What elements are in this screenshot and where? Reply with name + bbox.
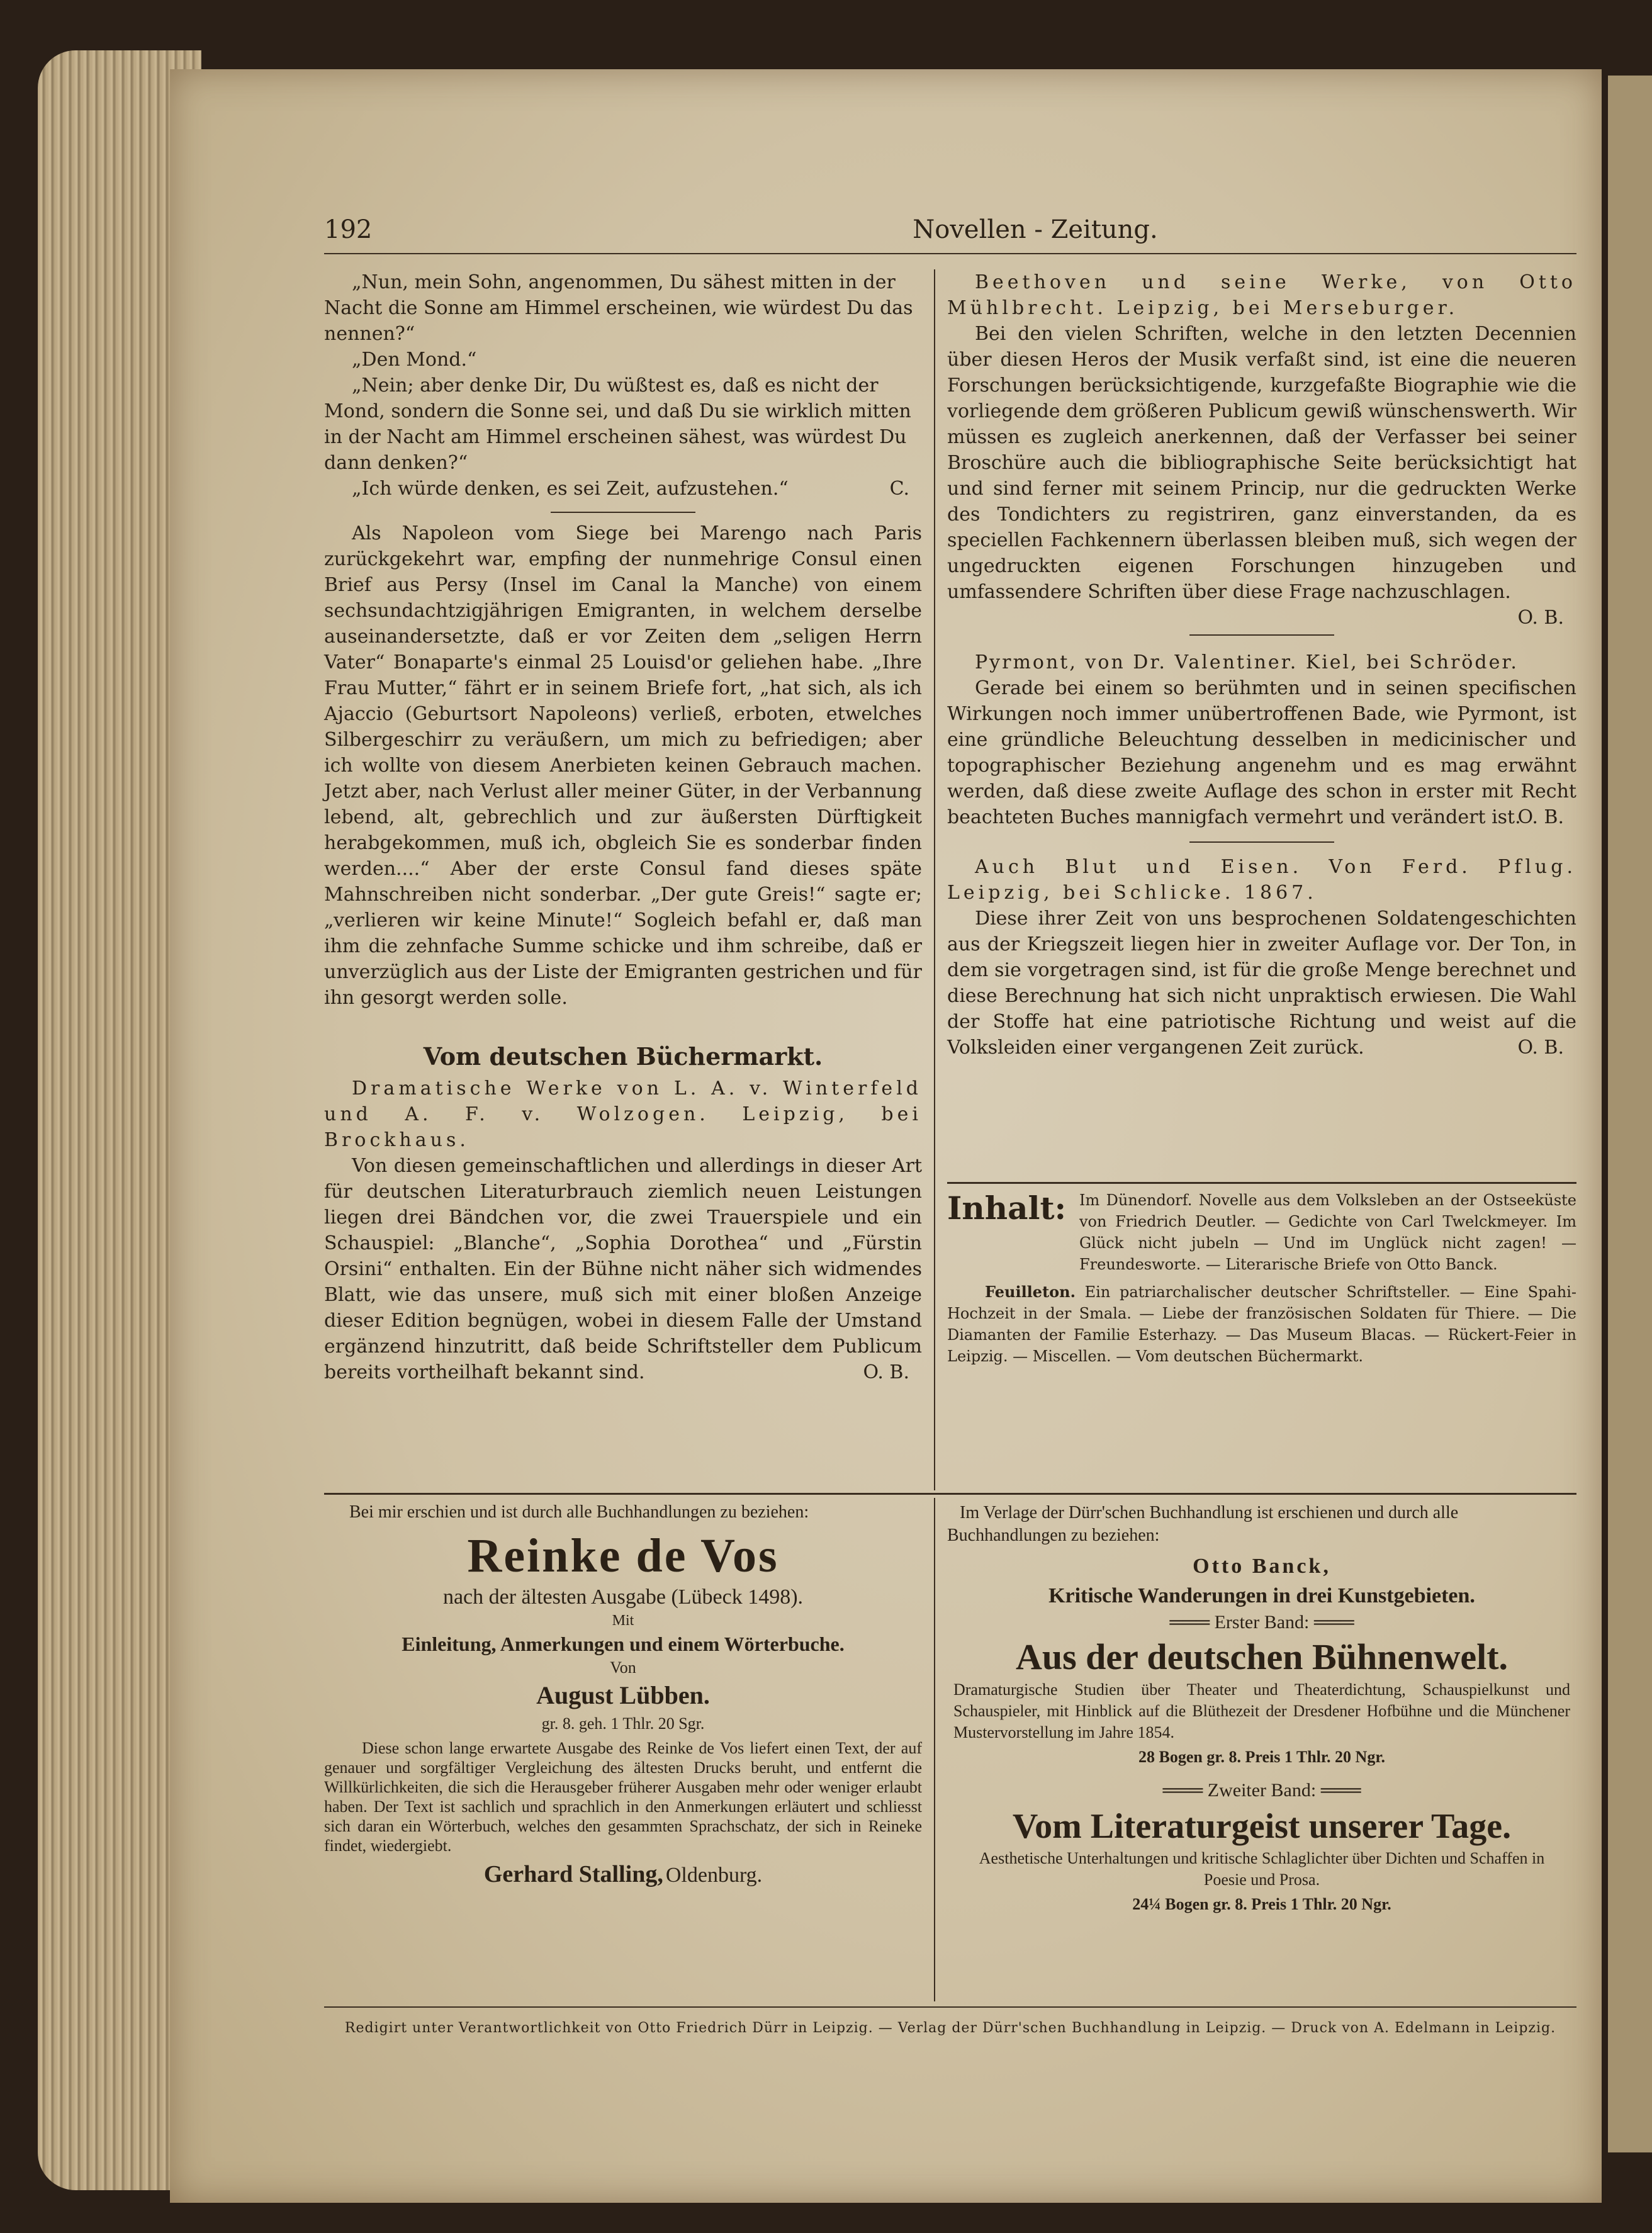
ad-right-vol1-desc: Dramaturgische Studien über Theater und Theaterdichtung, Schauspielkunst und Schauspieler, mit Hinblick auf die Blüthezeit der Dresdener Hofbühne und die Münchener Mustervorstellung im Jahre 1854.: [953, 1680, 1570, 1741]
equals-ornament-right: ═══: [1316, 1780, 1361, 1801]
page-number: 192: [324, 215, 373, 244]
review-title: Dramatische Werke von L. A. v. Winterfeld und A. F. v. Wolzogen. Leipzig, bei Brockhaus.: [324, 1077, 922, 1151]
ad-right-vol1-price: 28 Bogen gr. 8. Preis 1 Thlr. 20 Ngr.: [1138, 1748, 1385, 1766]
column-divider: [934, 269, 935, 1490]
ad-left-title: Reinke de Vos: [467, 1529, 779, 1582]
ad-right-vol2-title: Vom Literaturgeist unserer Tage.: [1012, 1807, 1512, 1846]
equals-ornament-left: ═══: [1169, 1612, 1215, 1633]
ad-left-intro: Bei mir erschien und ist durch alle Buchhandlungen zu beziehen:: [349, 1502, 809, 1522]
contents-box: [947, 1190, 1576, 1367]
equals-ornament-right: ═══: [1309, 1612, 1354, 1633]
separator-rule: [1189, 841, 1334, 843]
review-signature: O. B.: [863, 1361, 909, 1383]
ad-left-city: Oldenburg.: [665, 1864, 763, 1887]
contents-text: Im Dünendorf. Novelle aus dem Volksleben an der Ostseeküste von Friedrich Deutler. — Gedichte von Carl Twelckmeyer. Im Glück nicht jubeln — Und im Unglück nicht zagen! — Freundesworte. — Literarische Briefe von Otto Banck.: [1079, 1191, 1576, 1273]
right-column: [947, 269, 1576, 1060]
facing-page-edge: [1608, 76, 1652, 2152]
ad-left-einleitung: Einleitung, Anmerkungen und einem Wörterbuche.: [402, 1633, 845, 1655]
page-title: Novellen - Zeitung.: [913, 215, 1158, 244]
dialogue-line-1: „Nun, mein Sohn, angenommen, Du sähest mitten in der Nacht die Sonne am Himmel erscheinen, wie würdest Du das nennen?“: [324, 271, 913, 345]
dialogue-line-4-text: „Ich würde denken, es sei Zeit, aufzustehen.“: [352, 478, 789, 500]
feuilleton-text: Ein patriarchalischer deutscher Schriftsteller. — Eine Spahi-Hochzeit in der Smala. — Liebe der französischen Soldaten für Thiere. — Die Diamanten der Familie Esterhazy. — Das Museum Blacas. — Rückert-Feier in Leipzig. — Miscellen. — Vom deutschen Büchermarkt.: [947, 1283, 1576, 1365]
ad-right-vol2-price: 24¼ Bogen gr. 8. Preis 1 Thlr. 20 Ngr.: [1132, 1895, 1391, 1913]
pyrmont-title: Pyrmont, von Dr. Valentiner. Kiel, bei Schröder.: [975, 651, 1519, 673]
advert-reinke-de-vos: [324, 1502, 922, 1888]
advert-divider: [934, 1498, 935, 2001]
footer-imprint: Redigirt unter Verantwortlichkeit von Otto Friedrich Dürr in Leipzig. — Verlag der Dürr'schen Buchhandlung in Leipzig. — Druck von A. Edelmann in Leipzig.: [344, 2020, 1556, 2036]
ad-left-author: August Lübben.: [536, 1681, 710, 1709]
ad-left-von: Von: [610, 1658, 636, 1677]
review-text: Von diesen gemeinschaftlichen und allerdings in dieser Art für deutschen Literaturbrauch ziemlich neuen Leistungen liegen drei Bändchen vor, die zwei Trauerspiele und ein Schauspiel: „Blanche“, „Sophia Dorothea“ und „Fürstin Orsini“ enthalten. Ein der Bühne nicht näher sich widmendes Blatt, wie das unsere, muß sich mit einer bloßen Anzeige dieser Edition begnügen, wobei in diesem Falle der Umstand ergänzend hinzutritt, daß beide Schriftsteller dem Publicum bereits vortheilhaft bekannt sind.: [324, 1155, 922, 1383]
ad-left-mit: Mit: [612, 1612, 634, 1629]
dialogue-line-4: [324, 476, 922, 502]
newspaper-page: [170, 69, 1602, 2203]
footer-rule: [324, 2006, 1576, 2008]
ad-right-vol2-label: [947, 1776, 1576, 1805]
ad-left-price: gr. 8. geh. 1 Thlr. 20 Sgr.: [541, 1714, 705, 1733]
ad-right-vol1-title: Aus der deutschen Bühnenwelt.: [1015, 1636, 1509, 1677]
contents-top-rule: [947, 1182, 1576, 1184]
left-column: [324, 269, 922, 1385]
equals-ornament-left: ═══: [1162, 1780, 1208, 1801]
blut-title: Auch Blut und Eisen. Von Ferd. Pflug. Leipzig, bei Schlicke. 1867.: [947, 856, 1576, 904]
blut-signature: O. B.: [1517, 1037, 1564, 1059]
napoleon-anecdote: Als Napoleon vom Siege bei Marengo nach Paris zurückgekehrt war, empfing der nunmehrige Consul einen Brief aus Persy (Insel im Canal la Manche) von einem sechsundachtzigjährigen Emigranten, in welchem derselbe auseinandersetzte, daß er vor Zeiten dem „seligen Herrn Vater“ Bonaparte's einmal 25 Louisd'or geliehen habe. „Ihre Frau Mutter,“ fährt er in seinem Briefe fort, „hat sich, als ich Ajaccio (Geburtsort Napoleons) verließ, erboten, etwelches Silbergeschirr zu veräußern, um mich zu befriedigen; aber ich wollte von diesem Anerbieten keinen Gebrauch machen. Jetzt aber, nach Verlust aller meiner Güter, in der Verbannung lebend, alt, gebrechlich und zur äußersten Dürftigkeit herabgekommen, muß ich, obgleich Sie es sonderbar finden werden....“ Aber der erste Consul fand dieses späte Mahnschreiben nicht sonderbar. „Der gute Greis!“ sagte er; „verlieren wir keine Minute!“ Sogleich befahl er, daß man ihm die zehnfache Summe schicke und ihm schreibe, daß er unverzüglich aus der Liste der Emigranten gestrichen und für ihn gesorgt werden solle.: [324, 522, 922, 1009]
ad-right-intro: Im Verlage der Dürr'schen Buchhandlung ist erschienen und durch alle Buchhandlungen zu beziehen:: [947, 1503, 1459, 1545]
ad-right-author: Otto Banck,: [1193, 1555, 1331, 1578]
vol2-label-text: Zweiter Band:: [1207, 1780, 1317, 1801]
dialogue-line-3: „Nein; aber denke Dir, Du wüßtest es, daß es nicht der Mond, sondern die Sonne sei, und daß Du sie wirklich mitten in der Nacht am Himmel erscheinen sähest, was würdest Du dann denken?“: [324, 374, 911, 474]
ad-left-publisher: Gerhard Stalling,: [483, 1861, 663, 1887]
pyrmont-signature: O. B.: [1517, 806, 1564, 828]
ad-right-vol1-label: [947, 1610, 1576, 1635]
advert-top-rule: [324, 1493, 1576, 1495]
section-heading: Vom deutschen Büchermarkt.: [423, 1042, 823, 1071]
beethoven-signature: O. B.: [1517, 607, 1564, 629]
feuilleton-label: Feuilleton.: [985, 1283, 1076, 1301]
pyrmont-text: Gerade bei einem so berühmten und in seinen specifischen Wirkungen noch immer unübertroffenen Bade, wie Pyrmont, ist eine gründliche Beleuchtung desselben in medicinischer und topographischer Beziehung angenehm und es mag erwähnt werden, daß diese zweite Auflage des schon in erster mit Recht beachteten Buches mannigfach vermehrt und verändert ist.: [947, 677, 1576, 828]
dialogue-line-2: „Den Mond.“: [352, 349, 477, 371]
ad-right-series: Kritische Wanderungen in drei Kunstgebieten.: [1048, 1584, 1475, 1607]
ad-left-subtitle: nach der ältesten Ausgabe (Lübeck 1498).: [442, 1585, 804, 1609]
separator-rule: [1189, 634, 1334, 636]
ad-right-vol2-desc: Aesthetische Unterhaltungen und kritische Schlaglichter über Dichten und Schaffen in Poesie und Prosa.: [979, 1849, 1545, 1889]
contents-label: Inhalt:: [947, 1190, 1067, 1227]
blut-text: Diese ihrer Zeit von uns besprochenen Soldatengeschichten aus der Kriegszeit liegen hier in zweiter Auflage vor. Der Ton, in dem sie vorgetragen sind, ist für die große Menge berechnet und diese Berechnung hat sich nicht unpraktisch erwiesen. Die Wahl der Stoffe hat eine patriotische Richtung und weist auf die Volksleiden einer vergangenen Zeit zurück.: [947, 908, 1576, 1059]
beethoven-title: Beethoven und seine Werke, von Otto Mühlbrecht. Leipzig, bei Merseburger.: [947, 271, 1576, 319]
ad-left-body: Diese schon lange erwartete Ausgabe des Reinke de Vos liefert einen Text, der auf genauer und sorgfältiger Vergleichung des ältesten Drucks beruht, und entfernt die Willkürlichkeiten, die sich die Herausgeber früherer Ausgaben mehr oder weniger erlaubt haben. Der Text ist sachlich und sprachlich in den Anmerkungen erläutert und schliesst sich daran ein Wörterbuch, welches den gesammten Sprachschatz, der sich in Reineke findet, wiedergiebt.: [324, 1739, 922, 1855]
vol1-label-text: Erster Band:: [1214, 1612, 1310, 1633]
header-rule: [324, 253, 1576, 254]
separator-rule: [551, 512, 695, 513]
advert-otto-banck: [947, 1502, 1576, 1918]
dialogue-signature: C.: [889, 478, 909, 500]
beethoven-text: Bei den vielen Schriften, welche in den letzten Decennien über diesen Heros der Musik verfaßt sind, ist eine die neueren Forschungen berücksichtigende, kurzgefaßte Biographie wie die vorliegende dem größeren Publicum gewiß wünschenswerth. Wir müssen es zugleich anerkennen, daß der Verfasser bei seiner Broschüre auch die bibliographische Seite berücksichtigt hat und sind ferner mit seinem Princip, nur die gedruckten Werke des Tondichters zu registriren, ganz einverstanden, da es speciellen Fachkennern überlassen bleiben muß, sich wegen der ungedruckten eigenen Forschungen hinzugeben und umfassendere Schriften über diese Frage nachzuschlagen.: [947, 323, 1576, 603]
